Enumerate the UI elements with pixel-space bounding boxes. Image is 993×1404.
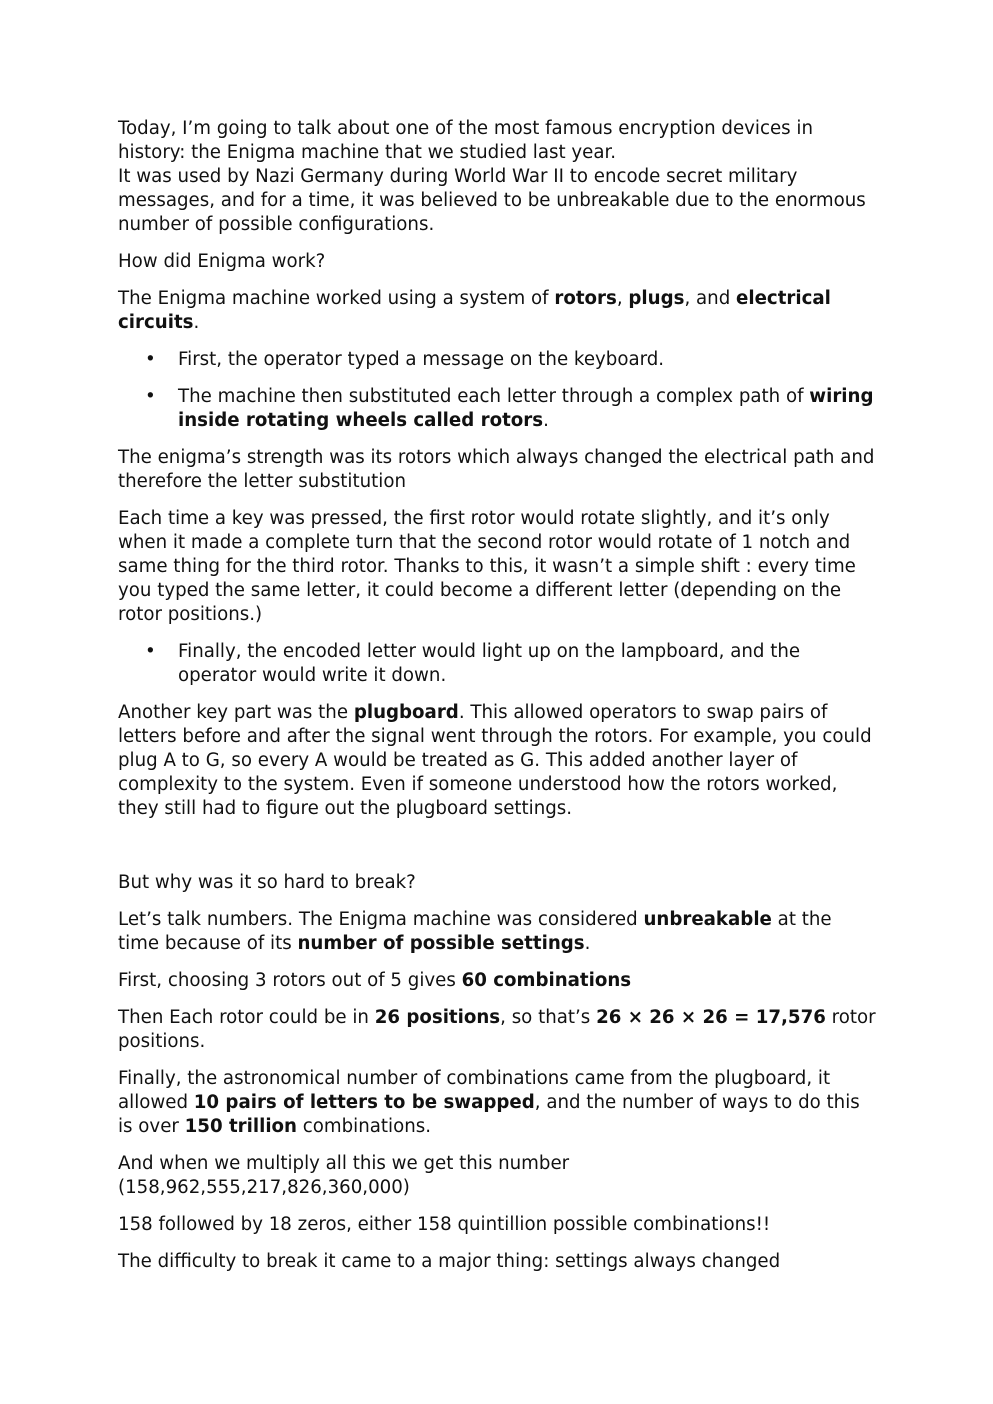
plugboard-paragraph: Another key part was the plugboard. This allowed operators to swap pairs of letters before and after the signal went through the rotors. For example, you could plug A to G, so every A would be treated as G. This added another layer of complexity to the system. Even if someone understood how the rotors worked, they still had to figure out the plugboard settings. <box>118 702 872 819</box>
document-page <box>118 117 878 1287</box>
quintillion-paragraph: 158 followed by 18 zeros, either 158 quintillion possible combinations!! <box>118 1214 771 1235</box>
list-item: • First, the operator typed a message on the keyboard. <box>145 349 665 370</box>
intro-paragraph: Today, I’m going to talk about one of the most famous encryption devices in history: the Enigma machine that we studied last year. It was used by Nazi Germany during World War II to encode secret military messages, and for a time, it was believed to be unbreakable due to the enormous number of possible configurations. <box>118 118 866 235</box>
system-paragraph: The Enigma machine worked using a system of rotors, plugs, and electrical circuits. <box>118 288 831 333</box>
difficulty-paragraph: The difficulty to break it came to a major thing: settings always changed <box>118 1251 781 1272</box>
bullet-icon: • <box>145 386 156 407</box>
strength-paragraph: The enigma’s strength was its rotors which always changed the electrical path and therefore the letter substitution <box>118 447 875 492</box>
positions-paragraph: Then Each rotor could be in 26 positions, so that’s 26 × 26 × 26 = 17,576 rotor positions. <box>118 1007 876 1052</box>
multiply-paragraph: And when we multiply all this we get this number (158,962,555,217,826,360,000) <box>118 1153 570 1198</box>
spacer <box>118 834 878 871</box>
steps-list-1 <box>118 348 878 433</box>
why-heading: But why was it so hard to break? <box>118 872 416 893</box>
list-item: • Finally, the encoded letter would light up on the lampboard, and the operator would write it down. <box>145 641 801 686</box>
choosing-paragraph: First, choosing 3 rotors out of 5 gives 60 combinations <box>118 970 632 991</box>
list-item: • The machine then substituted each letter through a complex path of wiring inside rotating wheels called rotors. <box>145 386 874 431</box>
bullet-icon: • <box>145 349 156 370</box>
how-heading: How did Enigma work? <box>118 251 326 272</box>
rotation-paragraph: Each time a key was pressed, the first rotor would rotate slightly, and it’s only when it made a complete turn that the second rotor would rotate of 1 notch and same thing for the third rotor. Thanks to this, it wasn’t a simple shift : every time you typed the same letter, it could become a different letter (depending on the rotor positions.) <box>118 508 856 625</box>
bullet-icon: • <box>145 641 156 662</box>
numbers-paragraph: Let’s talk numbers. The Enigma machine was considered unbreakable at the time because of its number of possible settings. <box>118 909 832 954</box>
steps-list-2 <box>118 640 878 688</box>
astronomical-paragraph: Finally, the astronomical number of combinations came from the plugboard, it allowed 10 pairs of letters to be swapped, and the number of ways to do this is over 150 trillion combinations. <box>118 1068 860 1137</box>
